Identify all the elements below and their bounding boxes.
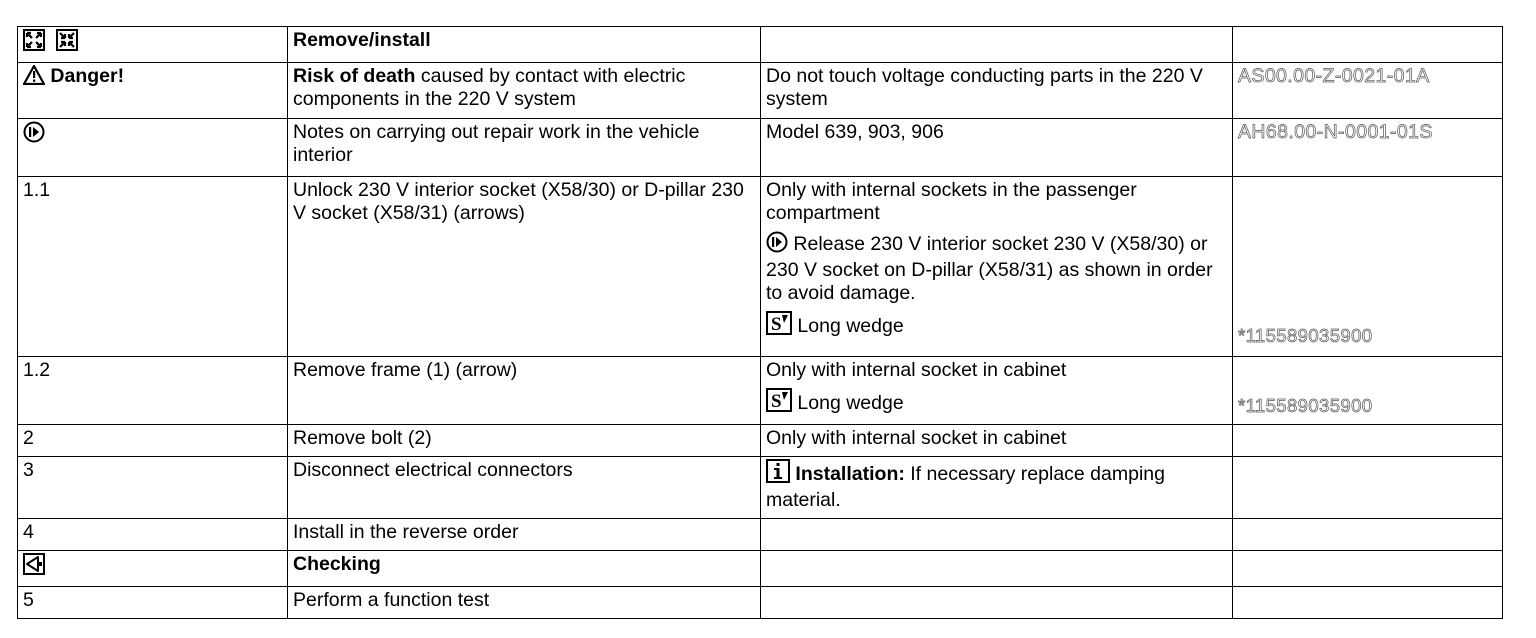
note-arrow-icon: [766, 231, 788, 259]
tool-name: Long wedge: [797, 315, 904, 337]
svg-text:S: S: [771, 391, 782, 412]
row-icon-cell: [18, 551, 288, 587]
cell: [1233, 587, 1503, 619]
cell: [761, 27, 1233, 63]
table-row: [18, 357, 1503, 425]
cell: [761, 587, 1233, 619]
procedure-table: [17, 26, 1503, 619]
release-note: [766, 231, 1227, 305]
danger-cell: [18, 63, 288, 119]
step-number: 3: [18, 457, 288, 519]
info-icon: [766, 459, 790, 489]
document-reference[interactable]: AS00.00-Z-0021-01A: [1233, 63, 1503, 119]
cell: [761, 551, 1233, 587]
cell: [1233, 519, 1503, 551]
condition-text: Only with internal socket in cabinet: [761, 425, 1233, 457]
cell: [761, 519, 1233, 551]
installation-text: If necessary replace damping material.: [766, 463, 1165, 511]
document-reference[interactable]: AH68.00-N-0001-01S: [1233, 119, 1503, 177]
cell: [1233, 457, 1503, 519]
tool-part-number[interactable]: *115589035900: [1238, 325, 1373, 346]
tool-line: [766, 388, 1227, 418]
instruction-text: Do not touch voltage conducting parts in the 220 V system: [761, 63, 1233, 119]
table-row: [18, 27, 1503, 63]
table-row: [18, 457, 1503, 519]
step-text: Remove frame (1) (arrow): [288, 357, 761, 425]
table-row: [18, 63, 1503, 119]
step-number: 5: [18, 587, 288, 619]
step-text: Install in the reverse order: [288, 519, 761, 551]
note-arrow-icon: [23, 121, 45, 149]
step-text: Remove bolt (2): [288, 425, 761, 457]
cell: [1233, 425, 1503, 457]
installation-label: Installation:: [795, 463, 905, 485]
step-text: Notes on carrying out repair work in the vehicle interior: [288, 119, 761, 177]
warning-triangle-icon: [23, 65, 45, 91]
row-icon-cell: [18, 27, 288, 63]
step-number: 1.2: [18, 357, 288, 425]
tool-part-number[interactable]: *115589035900: [1238, 395, 1373, 416]
special-tool-icon: [766, 388, 792, 418]
checking-icon: [23, 553, 45, 581]
risk-text: caused by contact with electric components in the 220 V system: [293, 65, 686, 110]
risk-cell: [288, 63, 761, 119]
step-text: Unlock 230 V interior socket (X58/30) or D-pillar 230 V socket (X58/31) (arrows): [288, 177, 761, 357]
release-note-text: Release 230 V interior socket 230 V (X58/30) or 230 V socket on D-pillar (X58/31) as shown in order to avoid damage.: [766, 233, 1213, 304]
risk-heading: Risk of death: [293, 65, 416, 87]
step-text: Disconnect electrical connectors: [288, 457, 761, 519]
installation-note: [761, 457, 1233, 519]
table-row: [18, 177, 1503, 357]
danger-label: Danger!: [50, 65, 125, 87]
table-row: [18, 551, 1503, 587]
step-number: 4: [18, 519, 288, 551]
install-icon: [56, 29, 78, 57]
step-number: 2: [18, 425, 288, 457]
step-text: Perform a function test: [288, 587, 761, 619]
special-tool-icon: [766, 311, 792, 341]
remove-icon: [23, 29, 45, 57]
tool-ref-cell: [1233, 357, 1503, 425]
tool-line: [766, 311, 1227, 341]
step-number: 1.1: [18, 177, 288, 357]
step-notes-cell: [761, 357, 1233, 425]
table-row: [18, 587, 1503, 619]
model-text: Model 639, 903, 906: [761, 119, 1233, 177]
row-icon-cell: [18, 119, 288, 177]
condition-text: Only with internal sockets in the passenger compartment: [766, 179, 1137, 224]
section-heading: Remove/install: [288, 27, 761, 63]
condition-text: Only with internal socket in cabinet: [766, 359, 1067, 381]
svg-text:S: S: [771, 314, 782, 335]
table-row: [18, 119, 1503, 177]
table-row: [18, 425, 1503, 457]
tool-name: Long wedge: [797, 392, 904, 414]
cell: [1233, 27, 1503, 63]
cell: [1233, 551, 1503, 587]
section-heading: Checking: [288, 551, 761, 587]
table-row: [18, 519, 1503, 551]
step-notes-cell: [761, 177, 1233, 357]
tool-ref-cell: [1233, 177, 1503, 357]
